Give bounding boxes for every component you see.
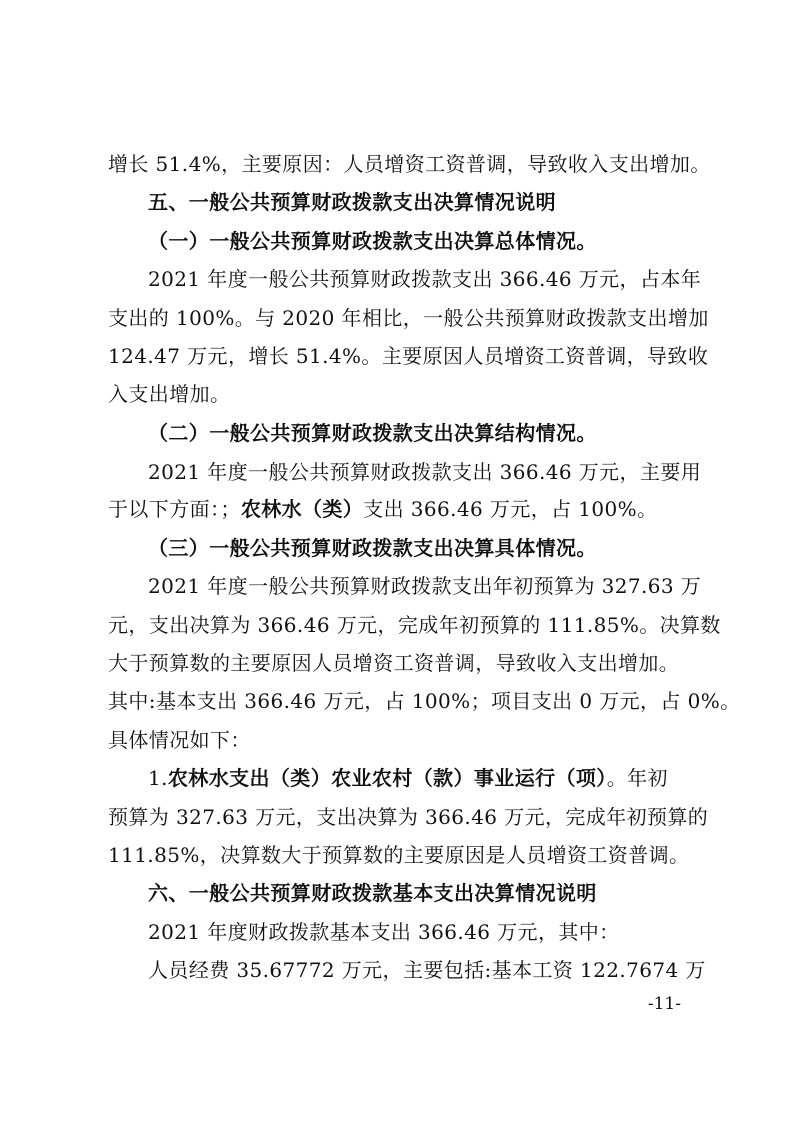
- paragraph-line: 其中:基本支出 366.46 万元，占 100%；项目支出 0 万元，占 0%。: [108, 689, 741, 713]
- paragraph-line: 入支出增加。: [108, 382, 231, 406]
- paragraph-line: 增长 51.4%，主要原因：人员增资工资普调，导致收入支出增加。: [108, 152, 711, 176]
- paragraph-line: 元，支出决算为 366.46 万元，完成年初预算的 111.85%。决算数: [108, 613, 721, 637]
- paragraph-line: 人员经费 35.67772 万元，主要包括:基本工资 122.7674 万: [148, 958, 706, 982]
- paragraph-line: 大于预算数的主要原因人员增资工资普调，导致收入支出增加。: [108, 651, 680, 675]
- section-heading-6: 六、一般公共预算财政拨款基本支出决算情况说明: [148, 881, 597, 905]
- paragraph-line: 2021 年度一般公共预算财政拨款支出 366.46 万元，占本年: [148, 267, 702, 291]
- subsection-heading-3: （三）一般公共预算财政拨款支出决算具体情况。: [148, 536, 597, 560]
- paragraph-line: 2021 年度一般公共预算财政拨款支出 366.46 万元，主要用: [148, 460, 702, 484]
- paragraph-line: 2021 年度财政拨款基本支出 366.46 万元，其中：: [148, 920, 620, 944]
- section-heading-5: 五、一般公共预算财政拨款支出决算情况说明: [148, 190, 556, 214]
- plain-text: 于以下方面：；: [108, 497, 241, 521]
- paragraph-line: 124.47 万元，增长 51.4%。主要原因人员增资工资普调，导致收: [108, 344, 709, 368]
- paragraph-line: 预算为 327.63 万元，支出决算为 366.46 万元，完成年初预算的: [108, 805, 709, 829]
- paragraph-line-mixed: [148, 766, 748, 790]
- plain-text: 。年初: [606, 766, 668, 790]
- paragraph-line: 2021 年度一般公共预算财政拨款支出年初预算为 327.63 万: [148, 574, 702, 598]
- plain-text: 1.: [148, 766, 168, 790]
- paragraph-line: 111.85%，决算数大于预算数的主要原因是人员增资工资普调。: [108, 843, 690, 867]
- plain-text: 支出 366.46 万元，占 100%。: [363, 497, 658, 521]
- bold-text: 农林水（类）: [240, 497, 364, 521]
- bold-text: 农林水支出（类）农业农村（款）事业运行（项）: [167, 766, 607, 790]
- subsection-heading-1: （一）一般公共预算财政拨款支出决算总体情况。: [148, 229, 597, 253]
- paragraph-line: 支出的 100%。与 2020 年相比，一般公共预算财政拨款支出增加: [108, 306, 709, 330]
- paragraph-line: 具体情况如下：: [108, 728, 251, 752]
- subsection-heading-2: （二）一般公共预算财政拨款支出决算结构情况。: [148, 421, 597, 445]
- paragraph-line-mixed: [108, 497, 708, 521]
- page-number: -11-: [647, 994, 681, 1014]
